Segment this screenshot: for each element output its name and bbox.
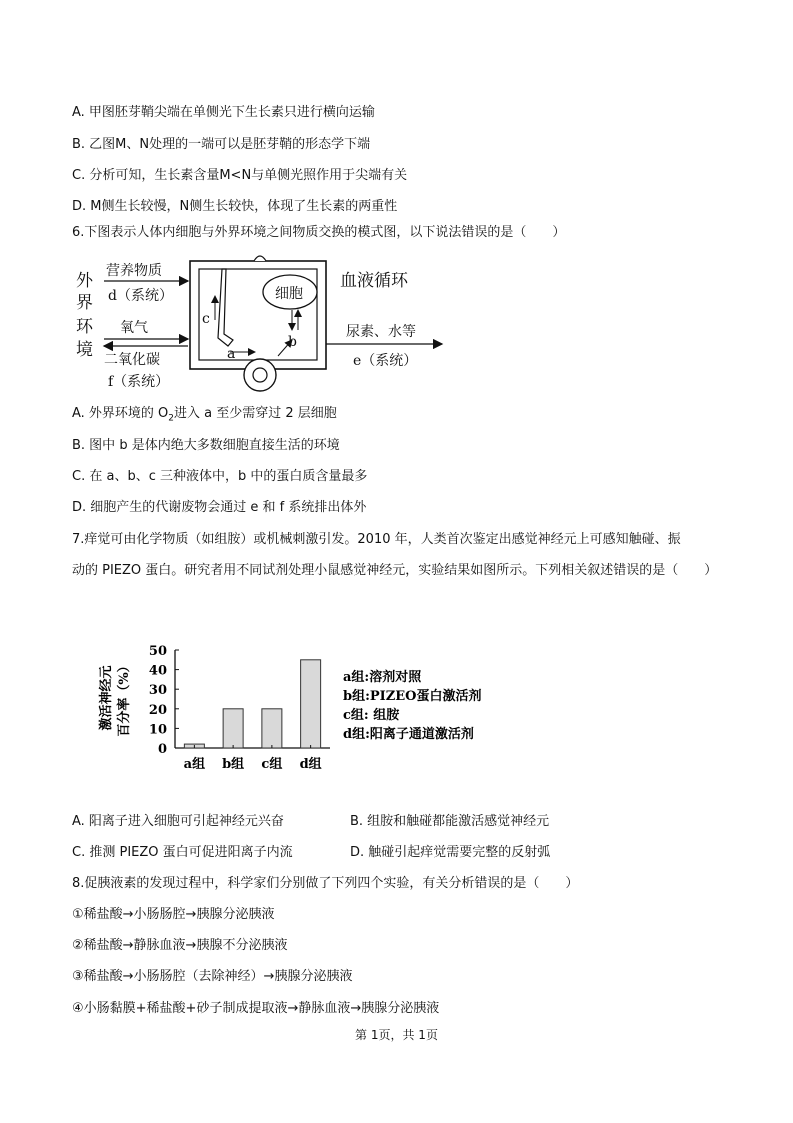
y-tick-label: 30 (148, 683, 167, 699)
q7-option-c: C. 推测 PIEZO 蛋白可促进阳离子内流 (72, 845, 293, 860)
y-tick-label: 50 (148, 644, 167, 659)
bar-b组 (223, 709, 243, 748)
label-c: c (202, 311, 210, 327)
outer-env-char-4: 境 (76, 340, 93, 360)
system-e-label: e（系统） (353, 353, 418, 369)
blood-circulation-label: 血液循环 (340, 271, 408, 291)
q6-option-c: C. 在 a、b、c 三种液体中，b 中的蛋白质含量最多 (72, 469, 368, 484)
y-axis-label: 百分率（%） (117, 659, 132, 737)
legend-entry: d组:阳离子通道激活剂 (343, 727, 474, 742)
outer-env-char-3: 环 (76, 317, 93, 337)
q7-option-b: B. 组胺和触碰都能激活感觉神经元 (350, 814, 550, 829)
q8-item-3: ③稀盐酸→小肠肠腔（去除神经）→胰腺分泌胰液 (72, 969, 353, 984)
co2-label: 二氧化碳 (104, 352, 160, 368)
x-tick-label: a组 (183, 757, 206, 772)
q7-bar-chart (95, 640, 515, 780)
q8-item-1: ①稀盐酸→小肠肠腔→胰腺分泌胰液 (72, 907, 275, 922)
q8-item-2: ②稀盐酸→静脉血液→胰腺不分泌胰液 (72, 938, 288, 953)
q6-exchange-diagram (70, 248, 450, 398)
x-tick-label: b组 (222, 757, 245, 772)
bar-c组 (262, 709, 282, 748)
outer-env-char-1: 外 (76, 271, 93, 291)
urea-label: 尿素、水等 (346, 324, 416, 340)
q6-option-d: D. 细胞产生的代谢废物会通过 e 和 f 系统排出体外 (72, 500, 367, 515)
q5-option-b: B. 乙图M、N处理的一端可以是胚芽鞘的形态学下端 (72, 137, 371, 152)
nutrients-label: 营养物质 (106, 263, 162, 279)
legend-entry: a组:溶剂对照 (343, 670, 422, 685)
q6-option-a: A. 外界环境的 $O_2$进入 a 至少需穿过 2 层细胞 (72, 406, 337, 424)
label-a: a (227, 346, 236, 362)
label-b: b (288, 334, 297, 350)
legend-entry: b组:PIZEO蛋白激活剂 (343, 689, 482, 704)
q8-stem: 8.促胰液素的发现过程中，科学家们分别做了下列四个实验，有关分析错误的是（ ） (72, 876, 579, 891)
system-d-label: d（系统） (108, 288, 173, 304)
y-axis-label: 激活神经元 (99, 665, 114, 731)
q6-stem: 6.下图表示人体内细胞与外界环境之间物质交换的模式图，以下说法错误的是（ ） (72, 225, 566, 240)
x-tick-label: c组 (261, 757, 283, 772)
q7-option-a: A. 阳离子进入细胞可引起神经元兴奋 (72, 814, 284, 829)
q5-option-a: A. 甲图胚芽鞘尖端在单侧光下生长素只进行横向运输 (72, 105, 375, 120)
q7-stem-line1: 7.痒觉可由化学物质（如组胺）或机械刺激引发。2010 年，人类首次鉴定出感觉神经元上可感知触碰、振 (72, 532, 681, 547)
outer-env-char-2: 界 (76, 293, 93, 313)
q7-option-d: D. 触碰引起痒觉需要完整的反射弧 (350, 845, 551, 860)
q5-option-c: C. 分析可知，生长素含量M<N与单侧光照作用于尖端有关 (72, 168, 408, 183)
y-tick-label: 40 (148, 663, 167, 679)
x-tick-label: d组 (299, 757, 322, 772)
system-f-label: f（系统） (108, 374, 170, 390)
bar-d组 (301, 660, 321, 748)
page-footer: 第 1页，共 1页 (355, 1028, 438, 1042)
y-tick-label: 0 (157, 742, 167, 757)
q6-option-b: B. 图中 b 是体内绝大多数细胞直接生活的环境 (72, 438, 340, 453)
oxygen-label: 氧气 (120, 320, 148, 336)
q8-item-4: ④小肠黏膜+稀盐酸+砂子制成提取液→静脉血液→胰腺分泌胰液 (72, 1001, 440, 1016)
q5-option-d: D. M侧生长较慢，N侧生长较快，体现了生长素的两重性 (72, 199, 398, 214)
cell-label: 细胞 (275, 286, 303, 302)
y-tick-label: 20 (148, 702, 167, 718)
y-tick-label: 10 (148, 722, 167, 738)
legend-entry: c组: 组胺 (343, 708, 400, 723)
q7-stem-line2: 动的 PIEZO 蛋白。研究者用不同试剂处理小鼠感觉神经元，实验结果如图所示。下列相关叙述错误的是（ ） (72, 563, 718, 578)
